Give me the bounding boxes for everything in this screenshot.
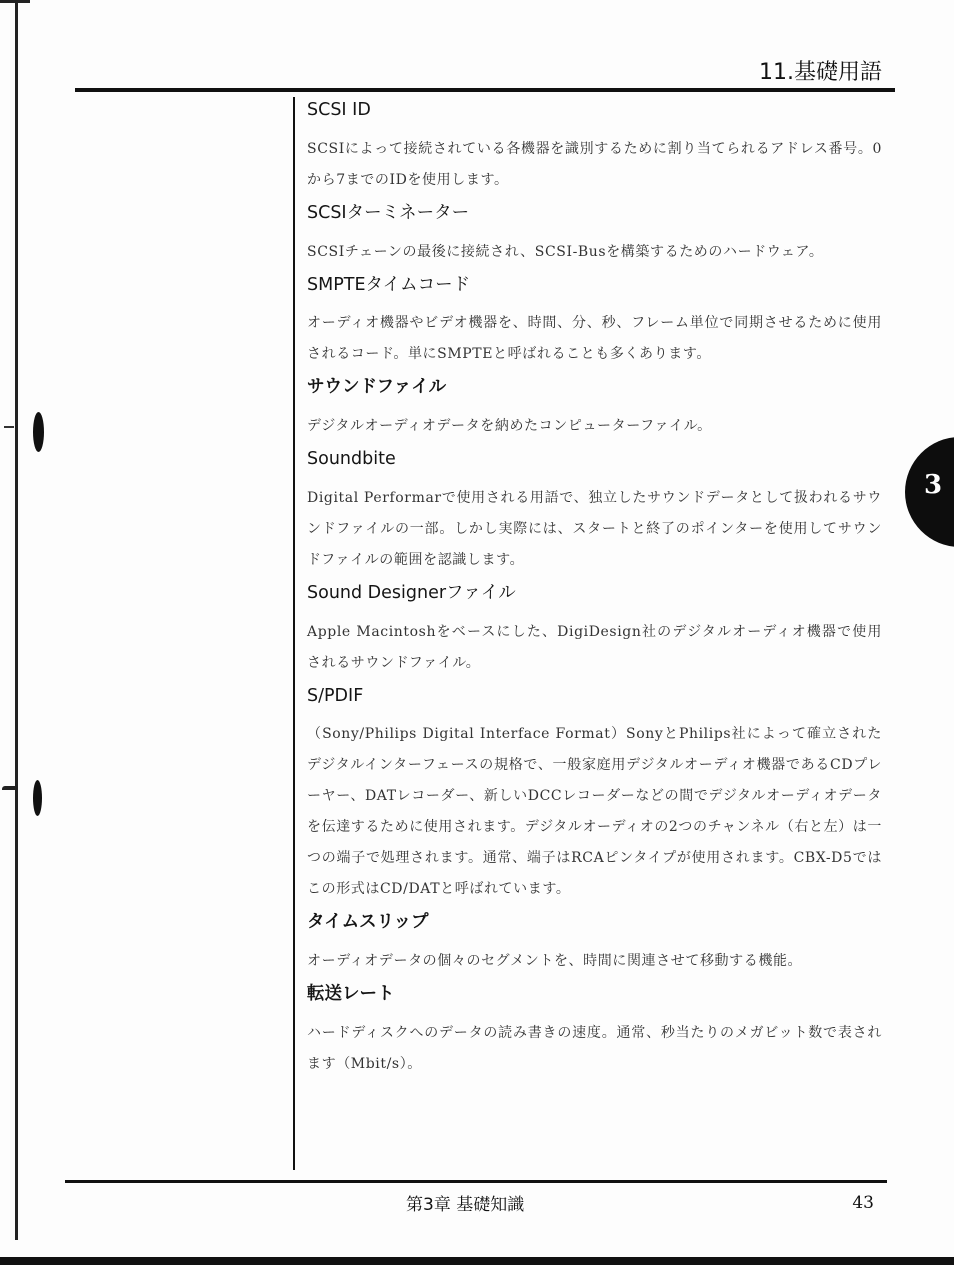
column-rule (293, 97, 295, 1170)
glossary-description: SCSIによって接続されている各機器を識別するために割り当てられるアドレス番号。0から7までのIDを使用します。 (307, 140, 882, 188)
scan-mark (4, 426, 14, 428)
footer-chapter-title: 第3章 基礎知識 (406, 1195, 525, 1215)
glossary-description: ハードディスクへのデータの読み書きの速度。通常、秒当たりのメガビット数で表されます（Mbit/s）。 (307, 1024, 882, 1072)
glossary-entry (307, 983, 882, 1080)
glossary-entry (307, 99, 882, 196)
glossary-content (307, 99, 882, 1086)
glossary-term: Soundbite (307, 449, 396, 469)
glossary-term: Sound Designerファイル (307, 582, 516, 603)
glossary-description: デジタルオーディオデータを納めたコンピューターファイル。 (307, 418, 712, 434)
glossary-description: オーディオ機器やビデオ機器を、時間、分、秒、フレーム単位で同期させるために使用されるコード。単にSMPTEと呼ばれることも多くあります。 (307, 315, 882, 363)
glossary-description: SCSIチェーンの最後に接続され、SCSI-Busを構築するためのハードウェア。 (307, 243, 824, 260)
glossary-term: SMPTEタイムコード (307, 274, 471, 295)
glossary-term: サウンドファイル (307, 377, 447, 398)
glossary-entry (307, 582, 882, 679)
glossary-term: タイムスリップ (307, 912, 429, 933)
binding-hole (33, 412, 44, 452)
glossary-description: オーディオデータの個々のセグメントを、時間に関連させて移動する機能。 (307, 953, 803, 969)
glossary-entry (307, 274, 882, 371)
glossary-term: SCSI ID (307, 100, 371, 120)
scan-edge-bottom (0, 1257, 954, 1265)
glossary-description: Digital Performarで使用される用語で、独立したサウンドデータとして扱われるサウンドファイルの一部。しかし実際には、スタートと終了のポインターを使用してサウンドファイルの範囲を認識します。 (307, 489, 882, 568)
glossary-description: Apple Macintoshをベースにした、DigiDesign社のデジタルオーディオ機器で使用されるサウンドファイル。 (307, 623, 882, 671)
glossary-entry (307, 911, 882, 977)
glossary-entry (307, 685, 882, 906)
glossary-term: S/PDIF (307, 685, 364, 706)
glossary-term: SCSIターミネーター (307, 202, 470, 223)
page-number: 43 (852, 1193, 874, 1213)
glossary-entry (307, 376, 882, 442)
footer-rule (65, 1180, 887, 1183)
binding-hole (33, 780, 42, 816)
glossary-description: （Sony/Philips Digital Interface Format）SonyとPhilips社によって確立されたデジタルインターフェースの規格で、一般家庭用デジタルオーディオ機器であるCDプレーヤー、DATレコーダー、新しいDCCレコーダーなどの間でデジタルオーディオデータを伝達するために使用されます。デジタルオーディオの2つのチャンネル（右と左）は一つの端子で処理されます。通常、端子はRCAピンタイプが使用されます。CBX-D5ではこの形式はCD/DATと呼ばれています。 (307, 726, 882, 898)
page-header-title: 11.基礎用語 (759, 60, 882, 85)
scan-edge-left (15, 0, 18, 1240)
chapter-tab-number: 3 (923, 470, 943, 500)
glossary-term: 転送レート (307, 984, 395, 1004)
glossary-entry (307, 448, 882, 576)
scan-mark (2, 786, 18, 790)
header-rule (75, 88, 895, 92)
glossary-entry (307, 202, 882, 268)
